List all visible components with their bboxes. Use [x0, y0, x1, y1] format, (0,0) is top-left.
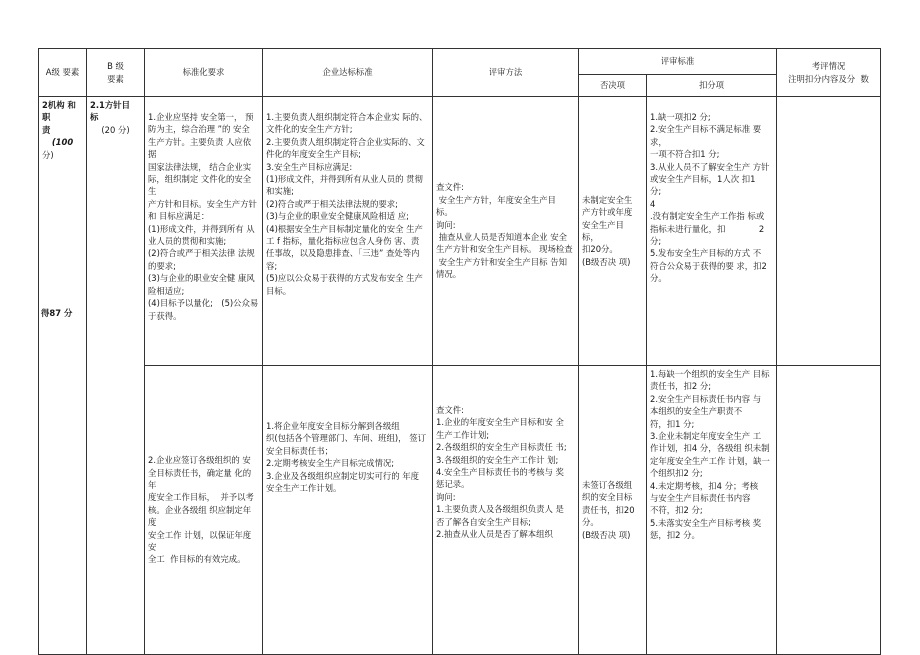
- header-enterprise: 企业达标标准: [263, 49, 433, 97]
- enterprise-cell: 1.将企业年度安全目标分解到各级组 织(包括各个管理部门、车间、班组)， 签订 安全目标责任书； 2.定期考核安全生产目标完成情况; 3.企业及各级组织应制定切实可行的 年度 安全生产工作计划。: [263, 366, 433, 655]
- a-level-unit: 分): [42, 149, 54, 160]
- veto-cell: 未签订各级组 织的安全目标 责任书，扣20分。 (B级否决 项): [579, 366, 647, 655]
- deduct-cell: 1.每缺一个组织的安全生产 目标 责任书，扣2 分; 2.安全生产目标责任书内容 与 本组织的安全生产职责不 符，扣1 分; 3.企业未制定年度安全生产 工 作计划，扣4 分，各级组 织未制 定年度安全生产工作 计划，缺一 个组织扣2 分; 4.未定期考核，扣4 分；考核 与安全生产目标责任书内容 不符，扣2 分; 5.未落实安全生产目标考核 奖 惩，扣2 分。: [647, 366, 777, 655]
- b-level-cell: [87, 97, 145, 655]
- b-level-title: 2.1方针目 标: [90, 100, 130, 123]
- veto-cell: 未制定安全生 产方针或年度 安全生产目 标， 扣20分。 (B级否决 项): [579, 97, 647, 366]
- standard-cell: 2.企业应签订各级组织的 安 全目标责任书，确定量 化的年 度安全工作目标， 并予以考 核。企业各级组 织应制定年度 安全工作 计划，以保证年度安 全工 作目标的有效完成。: [145, 366, 263, 655]
- header-veto: 否决项: [579, 75, 647, 97]
- a-level-got: 得87 分: [41, 308, 73, 318]
- enterprise-cell: 1.主要负责人组织制定符合本企业实 际的、 文件化的安全生产方针; 2.主要负责人组织制定符合企业实际的、文 件化的年度安全生产目标; 3.安全生产目标应满足: (1)形成文件，并得到所有从业人员的 贯彻 和实施; (2)符合或严于相关法律法规的要求; (3)与企业的职业安全健康风险相适 应; (4)根据安全生产目标制定量化的安全 生产 工 f 指标，量化指标应包含人身伤 害、责 任事故，以及隐患排查、「三违” 查处等内 容; (5)应以公众易于获得的方式发布安全 生产 目标。: [263, 97, 433, 366]
- header-standard: 标准化要求: [145, 49, 263, 97]
- a-level-title: 2机构 和职 责: [42, 100, 76, 135]
- header-method: 评审方法: [433, 49, 579, 97]
- evaluation-cell: [777, 97, 881, 366]
- header-b-level: B 级 要素: [87, 49, 145, 97]
- evaluation-table: [38, 48, 881, 655]
- method-cell: 查文件: 安全生产方针，年度安全生产目 标。 询问: 抽查从业人员是否知道本企业 安全 生产方针和安全生产目标。 现场检查 安全生产方针和安全生产目标 告知 情况。: [433, 97, 579, 366]
- deduct-cell: 1.缺一项扣2 分; 2.安全生产目标不满足标准 要求， 一项不符合扣1 分; 3.从业人员不了解安全生产 方针 或安全生产目标，1人次 扣1 分; 4 .没有制定安全生产工作指 标或 指标未进行量化，扣 2 分; 5.发布安全生产目标的方式 不 符合公众易于获得的要 求，扣2 分。: [647, 97, 777, 366]
- method-cell: 查文件: 1.企业的年度安全生产目标和安 全 生产工作计划; 2.各级组织的安全生产目标责任 书; 3.各级组织的安全生产工作计 划; 4.安全生产目标责任书的考核与 奖 惩记录。 询问: 1.主要负责人及各级组织负责人 是 否了解各自安全生产目标; 2.抽查从业人员是否了解本组织: [433, 366, 579, 655]
- header-evaluation: 考评情况 注明扣分内容及分 数: [777, 49, 881, 97]
- standard-cell: 1.企业应坚持 安全第一， 预 防为主，综合治理 ”的 安全 生产方针。主要负责 人应依据 国家法律法规， 结合企业实 际，组织制定 文件化的安全生 产方针和目标。安全生产方针 和 目标应满足： (1)形成文件，并得到所有 从 业人员的贯彻和实施; (2)符合或严于相关法律 法规 的要求; (3)与企业的职业安全健 康风 险相适应; (4)目标予以量化; (5)公众易 于获得。: [145, 97, 263, 366]
- header-a-level: A级 要素: [39, 49, 87, 97]
- a-level-score: (100: [51, 137, 74, 148]
- a-level-cell: [39, 97, 87, 655]
- b-level-score: (20 分): [101, 124, 130, 135]
- header-review-standard: 评审标准: [579, 49, 777, 75]
- header-deduct: 扣分项: [647, 75, 777, 97]
- evaluation-cell: [777, 366, 881, 655]
